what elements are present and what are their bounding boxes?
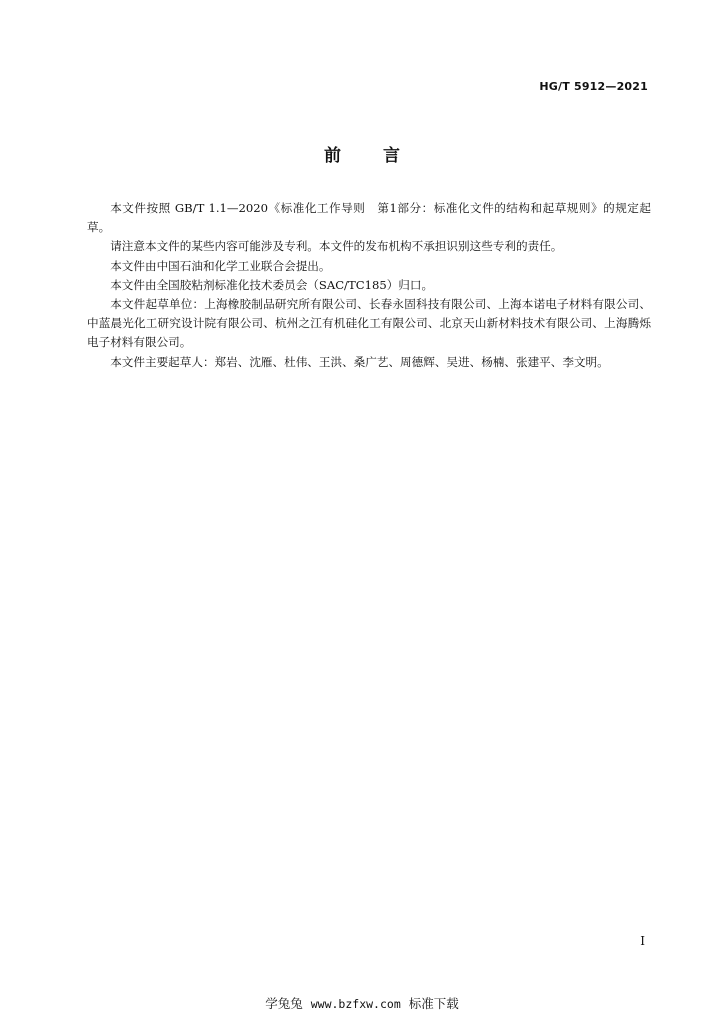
paragraph-committee: 本文件由全国胶粘剂标准化技术委员会（SAC/TC185）归口。 <box>110 277 434 292</box>
page-number: I <box>640 934 645 948</box>
paragraph-drafting-rules: 本文件按照 GB/T 1.1—2020《标准化工作导则 第1部分：标准化文件的结构和起草规则》的规定起草。 <box>87 201 651 235</box>
footer-site-link[interactable]: www.bzfxw.com <box>310 997 401 1011</box>
paragraph-proposer: 本文件由中国石油和化学工业联合会提出。 <box>110 258 331 273</box>
footer-brand: 学兔兔 <box>265 996 303 1011</box>
paragraph-drafters: 本文件主要起草人：郑岩、沈雁、杜伟、王洪、桑广艺、周德辉、吴进、杨楠、张建平、李文明。 <box>110 354 609 369</box>
page-title: 前言 <box>324 146 442 166</box>
paragraph-patent-notice: 请注意本文件的某些内容可能涉及专利。本文件的发布机构不承担识别这些专利的责任。 <box>110 239 563 254</box>
footer-caption: 标准下载 <box>408 996 459 1011</box>
standard-code: HG/T 5912—2021 <box>539 80 648 93</box>
paragraph-drafting-units: 本文件起草单位：上海橡胶制品研究所有限公司、长春永固科技有限公司、上海本诺电子材料有限公司、中蓝晨光化工研究设计院有限公司、杭州之江有机硅化工有限公司、北京天山新材料技术有限公司、上海腾烁电子材料有限公司。 <box>87 297 651 350</box>
footer-watermark <box>0 994 724 1012</box>
preface-body <box>87 199 651 372</box>
